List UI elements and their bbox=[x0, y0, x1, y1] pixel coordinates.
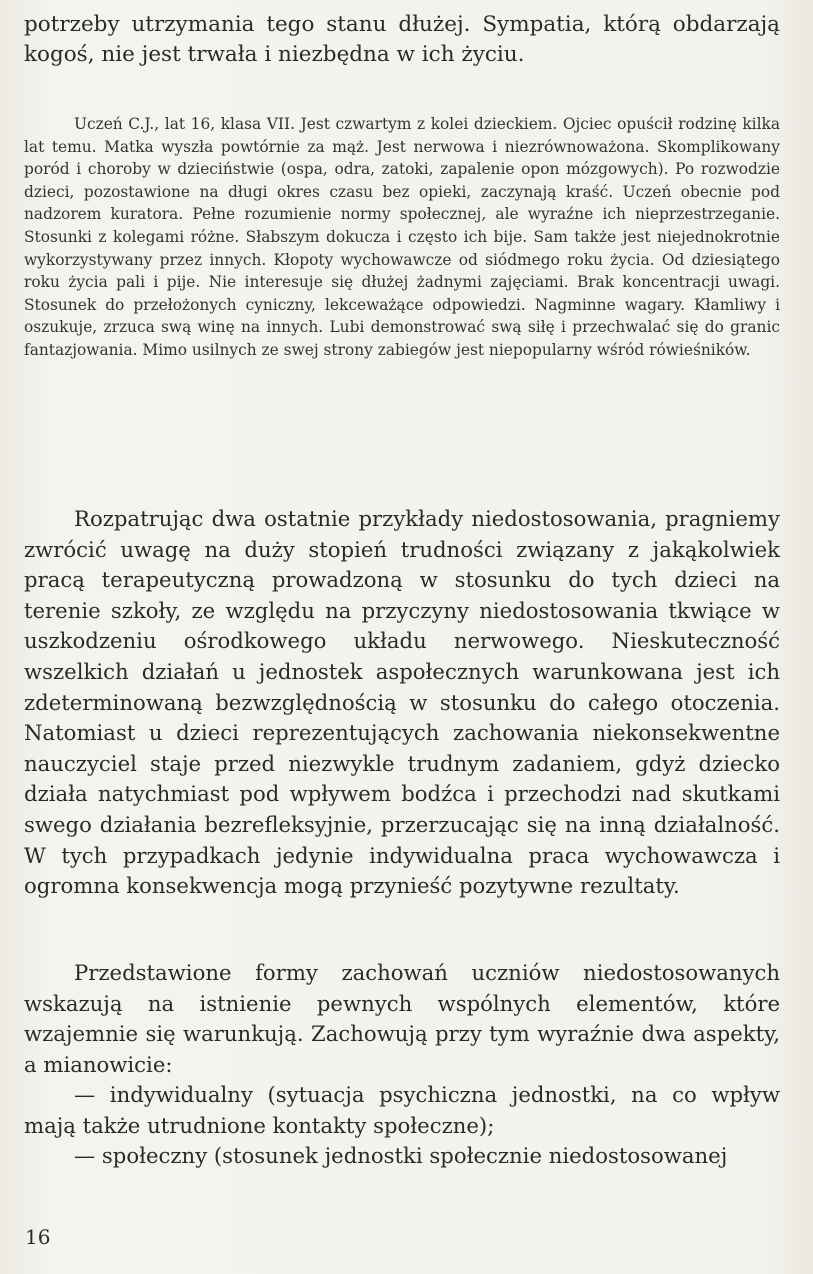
page-number: 16 bbox=[25, 1225, 51, 1249]
list-item-individual: — indywidualny (sytuacja psychiczna jednostki, na co wpływ mają także utrudnione kontakty społeczne); bbox=[24, 1082, 780, 1138]
intro-text: potrzeby utrzymania tego stanu dłużej. Sympatia, którą obdarzają kogoś, nie jest trwała i niezbędna w ich życiu. bbox=[24, 12, 780, 67]
list-item-social: — społeczny (stosunek jednostki społecznie niedostosowanej bbox=[74, 1143, 728, 1168]
body-paragraph-1: Rozpatrując dwa ostatnie przykłady niedostosowania, pragniemy zwrócić uwagę na duży stopień trudności związany z jakąkolwiek pracą terapeutyczną prowadzoną w stosunku do tych dzieci na terenie szkoły, ze względu na przyczyny niedostosowania tkwiące w uszkodzeniu ośrodkowego układu nerwowego. Nieskuteczność wszelkich działań u jednostek aspołecznych warunkowana jest ich zdeterminowaną bezwzględnością w stosunku do całego otoczenia. Natomiast u dzieci reprezentujących zachowania niekonsekwentne nauczyciel staje przed niezwykle trudnym zadaniem, gdyż dziecko działa natychmiast pod wpływem bodźca i przechodzi nad skutkami swego działania bezrefleksyjnie, przerzucając się na inną działalność. W tych przypadkach jedynie indywidualna praca wychowawcza i ogromna konsekwencja mogą przynieść pozytywne rezultaty. bbox=[24, 506, 780, 899]
case-study-text: Uczeń C.J., lat 16, klasa VII. Jest czwartym z kolei dzieckiem. Ojciec opuścił rodzinę kilka lat temu. Matka wyszła powtórnie za mąż. Jest nerwowa i niezrównoważona. Skomplikowany poród i choroby w dzieciństwie (ospa, odra, zatoki, zapalenie opon mózgowych). Po rozwodzie dzieci, pozostawione na długi okres czasu bez opieki, zaczynają kraść. Uczeń obecnie pod nadzorem kuratora. Pełne rozumienie normy społecznej, ale wyraźne ich nieprzestrzeganie. Stosunki z kolegami różne. Słabszym dokucza i często ich bije. Sam także jest niejednokrotnie wykorzystywany przez innych. Kłopoty wychowawcze od siódmego roku życia. Od dziesiątego roku życia pali i pije. Nie interesuje się dłużej żadnymi zajęciami. Brak koncentracji uwagi. Stosunek do przełożonych cyniczny, lekceważące odpowiedzi. Nagminne wagary. Kłamliwy i oszukuje, zrzuca swą winę na innych. Lubi demonstrować swą siłę i przechwalać się do granic fantazjowania. Mimo usilnych ze swej strony zabiegów jest niepopularny wśród rówieśników. bbox=[24, 115, 780, 359]
body-paragraph-2: Przedstawione formy zachowań uczniów niedostosowanych wskazują na istnienie pewnych wspólnych elementów, które wzajemnie się warunkują. Zachowują przy tym wyraźnie dwa aspekty, a mianowicie: bbox=[24, 960, 780, 1077]
